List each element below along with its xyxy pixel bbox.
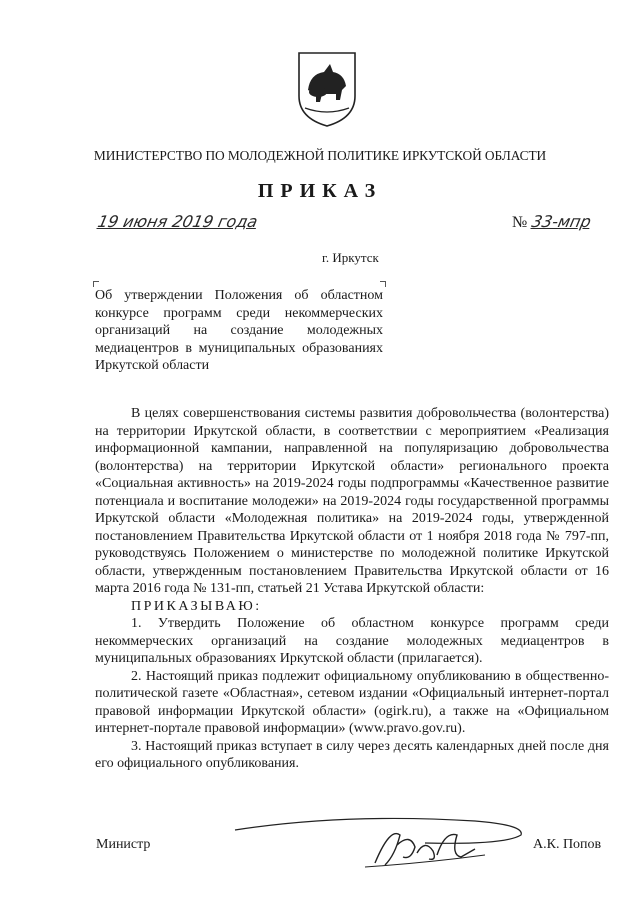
signer-title: Министр [96, 837, 151, 852]
command-word: ПРИКАЗЫВАЮ: [131, 598, 262, 614]
order-subject: Об утверждении Положения об областном конкурсе программ среди некоммерческих организаций на создание молодежных медиацентров в муниципальных образованиях Иркутской области [95, 288, 383, 373]
order-number-label: № [512, 214, 528, 231]
irkutsk-coat-of-arms-icon [296, 50, 358, 128]
order-body [95, 405, 609, 773]
city-label: г. Иркутск [322, 250, 379, 265]
signer-name: А.К. Попов [533, 837, 602, 852]
order-item-3: 3. Настоящий приказ вступает в силу через десять календарных дней после дня его официального опубликования. [95, 738, 609, 771]
order-item-2: 2. Настоящий приказ подлежит официальному опубликованию в общественно-политической газете «Областная», сетевом издании «Официальный интернет-портал правовой информации Иркутской области» (ogirk.ru), а также на «Официальном интернет-портале правовой информации» (www.pravo.gov.ru). [95, 668, 609, 736]
order-item-1: 1. Утвердить Положение об областном конкурсе программ среди некоммерческих организаций на создание молодежных медиацентров в муниципальных образованиях Иркутской области (прилагается). [95, 616, 609, 666]
order-number: 33-мпр [529, 212, 593, 231]
ministry-name: МИНИСТЕРСТВО ПО МОЛОДЕЖНОЙ ПОЛИТИКЕ ИРКУТСКОЙ ОБЛАСТИ [93, 148, 547, 163]
document-type-title: ПРИКАЗ [257, 180, 383, 202]
order-date: 19 июня 2019 года [95, 212, 260, 231]
preamble-paragraph: В целях совершенствования системы развития добровольчества (волонтерства) на территории Иркутской области, в соответствии с мероприятием «Реализация информационной кампании, направленной на популяризацию добровольчества (волонтерства) на территории Иркутской области» регионального проекта «Социальная активность» на 2019-2024 годы подпрограммы «Качественное развитие потенциала и воспитание молодежи» на 2019-2024 годы государственной программы Иркутской области «Молодежная политика» на 2019-2024 годы, утвержденной постановлением Правительства Иркутской области от 1 ноября 2018 года № 797-пп, руководствуясь Положением о министерстве по молодежной политике Иркутской области, утвержденным постановлением Правительства Иркутской области от 16 марта 2016 года № 131-пп, статьей 21 Устава Иркутской области: [95, 406, 609, 596]
handwritten-signature-icon [225, 805, 555, 875]
